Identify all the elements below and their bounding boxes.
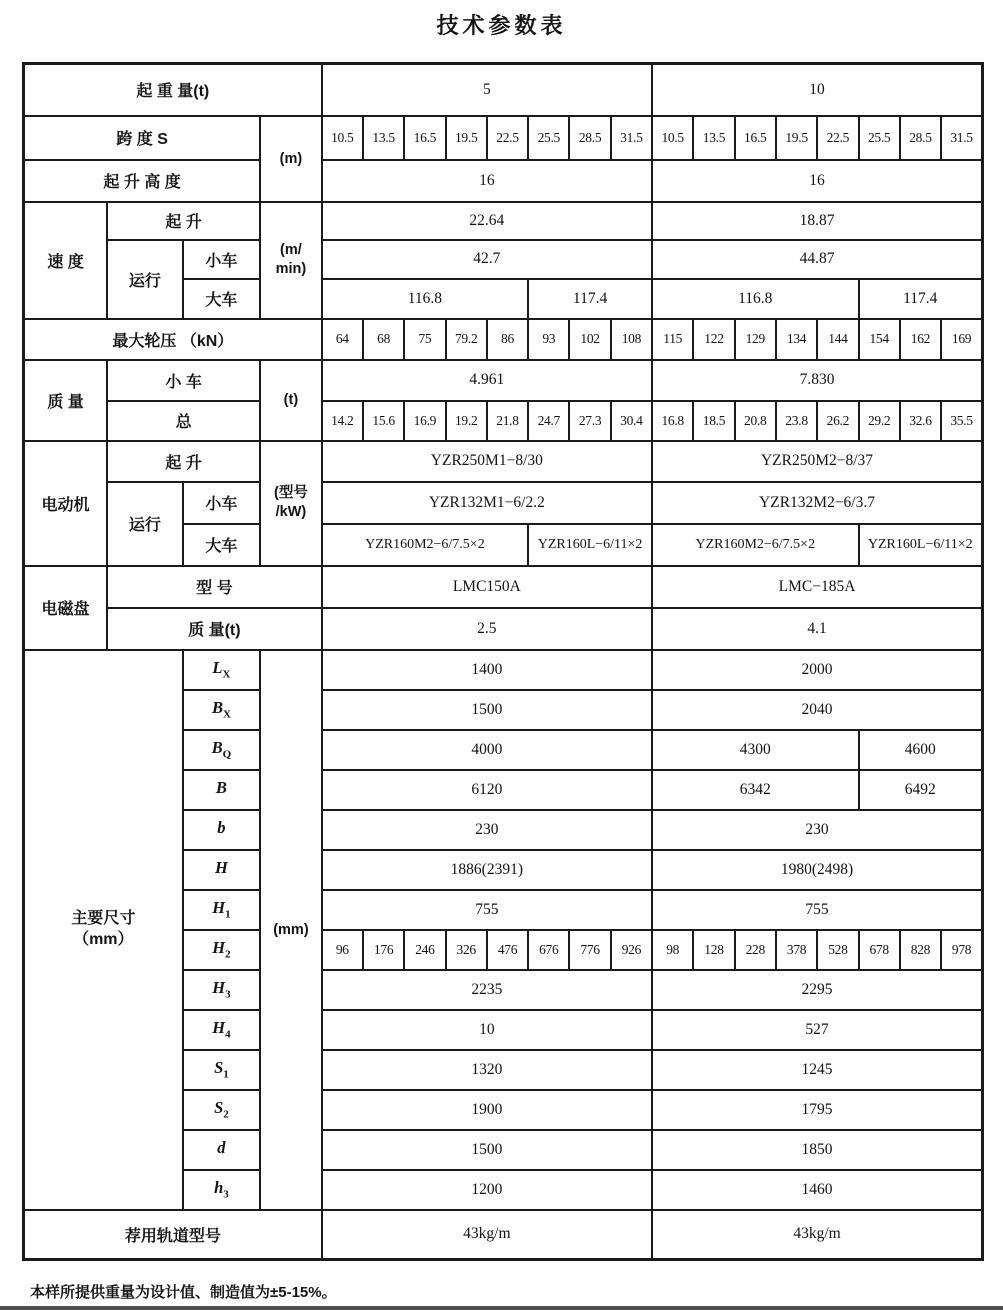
dim-value: 1900 — [322, 1090, 652, 1130]
mass-unit: (t) — [260, 360, 321, 441]
rail-value: 43kg/m — [322, 1210, 652, 1260]
magnet-mass-value: 4.1 — [652, 608, 982, 650]
rail-value: 43kg/m — [652, 1210, 982, 1260]
dim-value: 528 — [817, 930, 858, 970]
lift-height-value: 16 — [652, 160, 982, 202]
dim-value: 4600 — [859, 730, 983, 770]
speed-trolley-label: 小车 — [183, 240, 261, 279]
span-value: 31.5 — [941, 116, 982, 160]
magnet-model-value: LMC−185A — [652, 566, 982, 608]
dim-value: 755 — [322, 890, 652, 930]
span-value: 28.5 — [900, 116, 941, 160]
dim-value: 2235 — [322, 970, 652, 1010]
motor-hoist-label: 起 升 — [107, 441, 260, 482]
magnet-mass-value: 2.5 — [322, 608, 652, 650]
wheel-load-value: 169 — [941, 319, 982, 360]
mass-trolley-label: 小 车 — [107, 360, 260, 401]
span-value: 13.5 — [693, 116, 734, 160]
page-bottom-scan-edge — [0, 1306, 1003, 1310]
dims-section-label — [24, 650, 183, 1210]
footnote-text: 本样所提供重量为设计值、制造值为±5-15%。 — [30, 1284, 337, 1301]
motor-trolley-value: YZR132M2−6/3.7 — [652, 482, 982, 524]
speed-hoist-value: 22.64 — [322, 202, 652, 240]
capacity-value: 5 — [322, 64, 652, 116]
wheel-load-value: 93 — [528, 319, 569, 360]
magnet-model-value: LMC150A — [322, 566, 652, 608]
dim-symbol-H3: $H_3$ — [183, 970, 261, 1010]
wheel-load-value: 68 — [363, 319, 404, 360]
dim-value: 978 — [941, 930, 982, 970]
dim-value: 776 — [569, 930, 610, 970]
dim-value: 176 — [363, 930, 404, 970]
motor-trolley-value: YZR132M1−6/2.2 — [322, 482, 652, 524]
dim-value: 1795 — [652, 1090, 982, 1130]
wheel-load-value: 108 — [611, 319, 652, 360]
span-value: 19.5 — [776, 116, 817, 160]
mass-total-value: 16.8 — [652, 401, 693, 441]
dim-value: 828 — [900, 930, 941, 970]
speed-section-label: 速 度 — [24, 202, 108, 319]
dim-value: 378 — [776, 930, 817, 970]
dim-value: 678 — [859, 930, 900, 970]
rail-label: 荐用轨道型号 — [24, 1210, 322, 1260]
magnet-model-label: 型 号 — [107, 566, 322, 608]
lift-height-value: 16 — [322, 160, 652, 202]
dim-value: 1500 — [322, 690, 652, 730]
wheel-load-value: 102 — [569, 319, 610, 360]
dim-value: 230 — [652, 810, 982, 850]
speed-unit-line1: (m/ — [280, 242, 302, 259]
mass-total-value: 24.7 — [528, 401, 569, 441]
speed-crane-value: 116.8 — [652, 279, 858, 319]
span-label: 跨 度 S — [24, 116, 261, 160]
dim-value: 1886(2391) — [322, 850, 652, 890]
wheel-load-value: 115 — [652, 319, 693, 360]
mass-total-value: 19.2 — [446, 401, 487, 441]
dim-value: 1980(2498) — [652, 850, 982, 890]
span-unit: (m) — [260, 116, 321, 202]
span-value: 10.5 — [322, 116, 363, 160]
dim-value: 4300 — [652, 730, 858, 770]
mass-total-value: 14.2 — [322, 401, 363, 441]
motor-unit — [260, 441, 321, 566]
span-value: 22.5 — [817, 116, 858, 160]
dim-symbol-H: H — [183, 850, 261, 890]
mass-total-value: 16.9 — [404, 401, 445, 441]
motor-crane-value: YZR160L−6/11×2 — [859, 524, 983, 566]
span-value: 31.5 — [611, 116, 652, 160]
dim-value: 755 — [652, 890, 982, 930]
motor-crane-label: 大车 — [183, 524, 261, 566]
motor-trolley-label: 小车 — [183, 482, 261, 524]
capacity-label: 起 重 量(t) — [24, 64, 322, 116]
span-value: 10.5 — [652, 116, 693, 160]
motor-unit-line1: (型号 — [274, 485, 308, 502]
dim-symbol-Lx: $L_X$ — [183, 650, 261, 690]
speed-crane-label: 大车 — [183, 279, 261, 319]
dim-symbol-B: B — [183, 770, 261, 810]
dim-value: 1500 — [322, 1130, 652, 1170]
span-value: 25.5 — [859, 116, 900, 160]
dim-value: 246 — [404, 930, 445, 970]
dim-symbol-S2: $S_2$ — [183, 1090, 261, 1130]
motor-crane-value: YZR160M2−6/7.5×2 — [322, 524, 528, 566]
wheel-load-value: 162 — [900, 319, 941, 360]
technical-parameters-table — [22, 62, 984, 1261]
dim-symbol-b: b — [183, 810, 261, 850]
dim-value: 1460 — [652, 1170, 982, 1210]
dim-value: 10 — [322, 1010, 652, 1050]
dim-value: 6120 — [322, 770, 652, 810]
speed-unit-line2: min) — [275, 261, 307, 277]
dim-value: 676 — [528, 930, 569, 970]
dim-value: 2040 — [652, 690, 982, 730]
dim-symbol-h3: $h_3$ — [183, 1170, 261, 1210]
motor-crane-value: YZR160L−6/11×2 — [528, 524, 652, 566]
motor-crane-value: YZR160M2−6/7.5×2 — [652, 524, 858, 566]
wheel-load-value: 154 — [859, 319, 900, 360]
lift-height-label: 起 升 高 度 — [24, 160, 261, 202]
wheel-load-value: 129 — [735, 319, 776, 360]
dim-symbol-H4: $H_4$ — [183, 1010, 261, 1050]
dim-symbol-Bx: $B_X$ — [183, 690, 261, 730]
mass-total-value: 20.8 — [735, 401, 776, 441]
magnet-section-label: 电磁盘 — [24, 566, 108, 650]
mass-total-value: 29.2 — [859, 401, 900, 441]
dim-symbol-S1: $S_1$ — [183, 1050, 261, 1090]
dim-symbol-d: d — [183, 1130, 261, 1170]
speed-trolley-value: 42.7 — [322, 240, 652, 279]
dim-value: 2000 — [652, 650, 982, 690]
mass-total-label: 总 — [107, 401, 260, 441]
table-title: 技术参数表 — [436, 13, 567, 38]
dim-value: 1245 — [652, 1050, 982, 1090]
span-value: 19.5 — [446, 116, 487, 160]
dim-value: 527 — [652, 1010, 982, 1050]
wheel-load-value: 122 — [693, 319, 734, 360]
speed-unit — [260, 202, 321, 319]
motor-travel-label: 运行 — [107, 482, 183, 566]
dim-value: 6342 — [652, 770, 858, 810]
span-value: 22.5 — [487, 116, 528, 160]
wheel-load-value: 144 — [817, 319, 858, 360]
dim-value: 98 — [652, 930, 693, 970]
mass-trolley-value: 7.830 — [652, 360, 982, 401]
wheel-load-value: 134 — [776, 319, 817, 360]
mass-total-value: 26.2 — [817, 401, 858, 441]
wheel-load-value: 75 — [404, 319, 445, 360]
span-value: 16.5 — [404, 116, 445, 160]
dim-value: 1200 — [322, 1170, 652, 1210]
dims-label-line1: 主要尺寸 — [71, 909, 136, 927]
dim-value: 1850 — [652, 1130, 982, 1170]
speed-crane-value: 117.4 — [859, 279, 983, 319]
motor-section-label: 电动机 — [24, 441, 108, 566]
speed-crane-value: 116.8 — [322, 279, 528, 319]
speed-hoist-value: 18.87 — [652, 202, 982, 240]
speed-crane-value: 117.4 — [528, 279, 652, 319]
dim-value: 926 — [611, 930, 652, 970]
dim-symbol-H2: $H_2$ — [183, 930, 261, 970]
span-value: 16.5 — [735, 116, 776, 160]
wheel-load-value: 86 — [487, 319, 528, 360]
mass-total-value: 35.5 — [941, 401, 982, 441]
mass-total-value: 27.3 — [569, 401, 610, 441]
dim-value: 326 — [446, 930, 487, 970]
dim-value: 1400 — [322, 650, 652, 690]
motor-hoist-value: YZR250M1−8/30 — [322, 441, 652, 482]
dim-value: 228 — [735, 930, 776, 970]
mass-total-value: 15.6 — [363, 401, 404, 441]
mass-total-value: 30.4 — [611, 401, 652, 441]
dim-value: 476 — [487, 930, 528, 970]
mass-total-value: 21.8 — [487, 401, 528, 441]
mass-total-value: 23.8 — [776, 401, 817, 441]
dim-value: 6492 — [859, 770, 983, 810]
dim-value: 96 — [322, 930, 363, 970]
span-value: 25.5 — [528, 116, 569, 160]
speed-hoist-label: 起 升 — [107, 202, 260, 240]
wheel-load-value: 79.2 — [446, 319, 487, 360]
span-value: 28.5 — [569, 116, 610, 160]
span-value: 13.5 — [363, 116, 404, 160]
magnet-mass-label: 质 量(t) — [107, 608, 322, 650]
capacity-value: 10 — [652, 64, 982, 116]
motor-hoist-value: YZR250M2−8/37 — [652, 441, 982, 482]
dim-value: 1320 — [322, 1050, 652, 1090]
mass-total-value: 32.6 — [900, 401, 941, 441]
wheel-load-value: 64 — [322, 319, 363, 360]
dims-label-line2: （mm） — [73, 930, 134, 948]
speed-travel-label: 运行 — [107, 240, 183, 319]
mass-trolley-value: 4.961 — [322, 360, 652, 401]
speed-trolley-value: 44.87 — [652, 240, 982, 279]
dim-value: 4000 — [322, 730, 652, 770]
mass-section-label: 质 量 — [24, 360, 108, 441]
dim-symbol-H1: $H_1$ — [183, 890, 261, 930]
dim-value: 128 — [693, 930, 734, 970]
dims-unit: (mm) — [260, 650, 321, 1210]
mass-total-value: 18.5 — [693, 401, 734, 441]
dim-value: 2295 — [652, 970, 982, 1010]
dim-value: 230 — [322, 810, 652, 850]
wheel-load-label: 最大轮压 （kN） — [24, 319, 322, 360]
motor-unit-line2: /kW) — [275, 504, 307, 520]
dim-symbol-BQ: $B_Q$ — [183, 730, 261, 770]
